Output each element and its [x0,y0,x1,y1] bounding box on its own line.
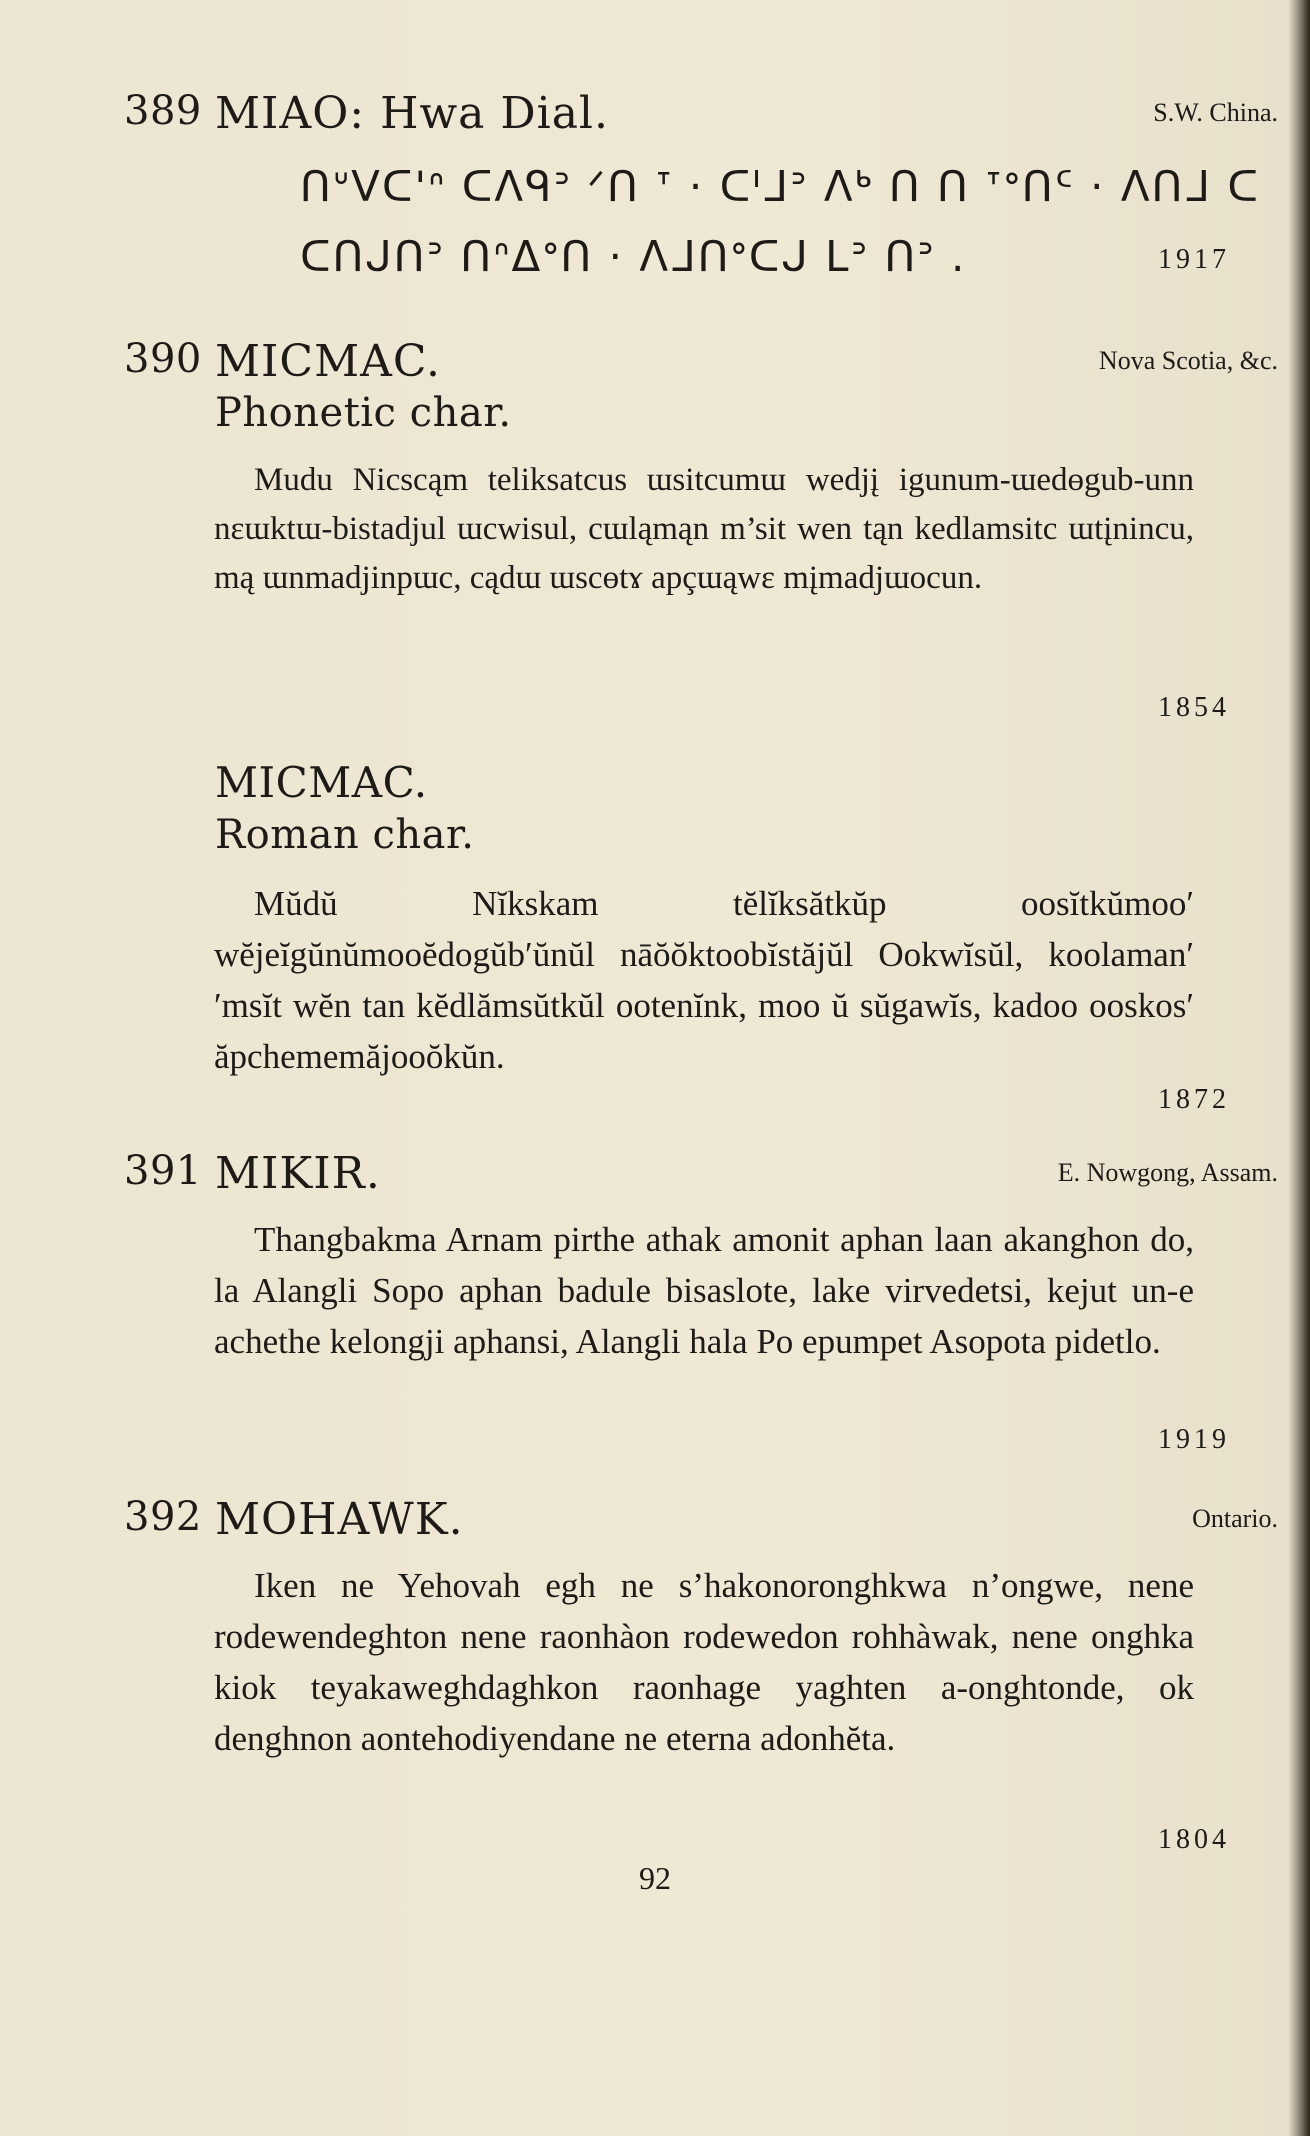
language-name: MICMAC. [215,758,428,807]
year-label: 1917 [1158,244,1230,275]
sample-text: Mŭdŭ Nĭkskam tĕlĭksătkŭp oosĭtkŭmoo′ wĕjeĭgŭnŭmooĕdogŭb′ŭnŭl nāŏŏktoobĭstăjŭl Ookwĭsŭl, koolaman′′msĭt wĕn tan kĕdlămsŭtkŭl ootenĭnk, moo ŭ sŭgawĭs, kadoo ooskos′ ăpchememăjooŏkŭn. [214,884,1194,1076]
entry-number: 389 [124,88,202,134]
year-label: 1872 [1158,1084,1230,1115]
language-name: MIKIR. [215,1148,381,1199]
entry-392-header [0,1494,1278,1550]
year-label: 1919 [1158,1424,1230,1455]
language-name: MICMAC. [215,336,442,387]
page-edge-shadow [1288,0,1310,2136]
syllabic-line: ᑕᑎᒍᑎᐣ ᑎᐢᐃᐤᑎ · ᐱᒧᑎᐤᑕᒍ ᒪᐣ ᑎᐣ . [300,232,967,281]
region-label: E. Nowgong, Assam. [1057,1158,1278,1187]
year-label: 1804 [1158,1824,1230,1855]
sample-text: Iken ne Yehovah egh ne s’hakonoronghkwa n’ongwe, nene rodewendeghton nene raonhàon rodewedon rohhàwak, nene onghka kiok teyakaweghdaghkon raonhage yaghten a-onghtonde, ok denghnon aontehodiyendane ne eterna adonhĕta. [214,1566,1194,1758]
region-label: Ontario. [1192,1504,1278,1533]
entry-number: 392 [124,1494,202,1540]
script-subheading: Phonetic char. [215,390,512,436]
sample-text: Mudu Nicscąm teliksatcus ɯsitcumɯ wedjį igunum-ɯedɵgub-unn nɛɯktɯ-bistadjul ɯcwisul, cɯląmąn m’sit wen tąn kedlamsitc ɯtįnincu, mą ɯnmadjinpɯc, cądɯ ɯscɵtɤ apçɯąwɛ mįmadjɯocun. [214,462,1194,596]
region-label: Nova Scotia, &c. [1098,346,1278,375]
entry-390-header [0,336,1278,392]
entry-391-header [0,1148,1278,1204]
year-label: 1854 [1158,692,1230,723]
script-subheading: Roman char. [215,812,475,858]
sample-text: Thangbakma Arnam pirthe athak amonit aphan laan akanghon do, la Alangli Sopo aphan badule bisaslote, lake virvedetsi, kejut un-e achethe kelongji aphansi, Alangli hala Po epumpet Asopota pidetlo. [214,1220,1194,1361]
entry-number: 391 [124,1148,202,1194]
region-label: S.W. China. [1153,98,1278,127]
page-number: 92 [639,1860,671,1896]
language-name: MIAO: Hwa Dial. [215,88,609,139]
syllabic-line: ᑎᐡᐯᑕ'ᐢ ᑕᐱᑫᐣ ᐟᑎ ᐪ · ᑕᑊᒧᐣ ᐱᒃ ᑎ ᑎ ᐪᐤᑎᑦ · ᐱᑎᒧ ᑕ [300,162,1260,211]
entry-389-header [0,88,1278,144]
language-name: MOHAWK. [215,1494,464,1545]
entry-number: 390 [124,336,202,382]
syllabic-text-block [300,152,1260,292]
